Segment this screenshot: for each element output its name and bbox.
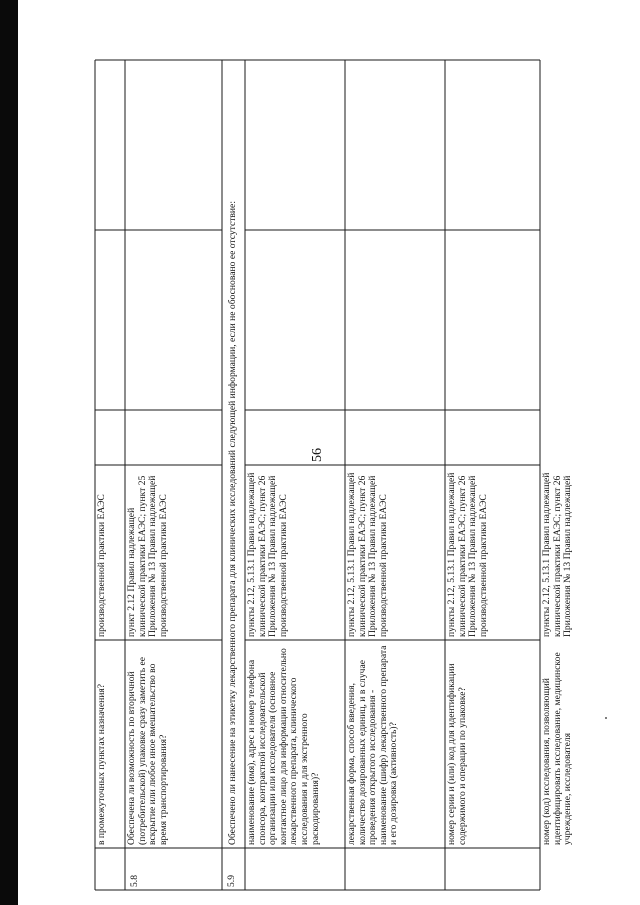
row-question: Обеспечена ли возможность по вторичной (потребительской) упаковке сразу заметить ее вскрытие или любое иное вмешательство во время транспортирования? [126, 656, 169, 845]
row-number: 5.9 [226, 875, 237, 887]
row-reference: пункты 2.12, 5.13.1 Правил надлежащей клинической практики ЕАЭС; пункт 26 Приложения № 13 Правил надлежащей производственной практики ЕАЭС [346, 472, 389, 637]
page-number: 56 [310, 448, 325, 462]
row-number: 5.8 [129, 875, 140, 887]
scan-speck [605, 717, 607, 719]
row-question: номер (код) исследования, позволяющий идентифицировать исследование, медицинское учреждение, исследователя [541, 652, 574, 845]
row-reference: пункты 2.12, 5.13.1 Правил надлежащей клинической практики ЕАЭС; пункт 26 Приложения № 13 Правил надлежащей [541, 472, 574, 637]
row-reference: производственной практики ЕАЭС [96, 494, 107, 637]
row-question: номер серии и (или) код для идентификации содержимого и операции по упаковке? [446, 663, 468, 845]
row-question: в промежуточных пунктах назначения? [96, 683, 107, 845]
row-question: лекарственная форма, способ введения, количество дозированных единиц, и в случае проведения открытого исследования - наименование (шифр) лекарственного препарата и его дозировка (активность)? [346, 645, 400, 845]
row-reference: пункт 2.12 Правил надлежащей клинической практики ЕАЭС; пункт 25 Приложения № 13 Правил надлежащей производственной практики ЕАЭС [126, 475, 169, 637]
row-reference: пункты 2.12, 5.13.1 Правил надлежащей клинической практики ЕАЭС; пункт 26 Приложения № 13 Правил надлежащей производственной практики ЕАЭС [246, 472, 289, 637]
section-header: Обеспечено ли нанесение на этикетку лекарственного препарата для клинических исследований следующей информации, если не обосновано ее отсутствие: [227, 201, 238, 845]
row-reference: пункты 2.12, 5.13.1 Правил надлежащей клинической практики ЕАЭС; пункт 26 Приложения № 13 Правил надлежащей производственной практики ЕАЭС [446, 472, 489, 637]
row-question: наименование (имя), адрес и номер телефона спонсора, контрактной исследовательской организации или исследователя (основное контактное лицо для информации относительно лекарственного препарата, клинического исследования и для экстренного раскодирования)? [246, 648, 321, 845]
